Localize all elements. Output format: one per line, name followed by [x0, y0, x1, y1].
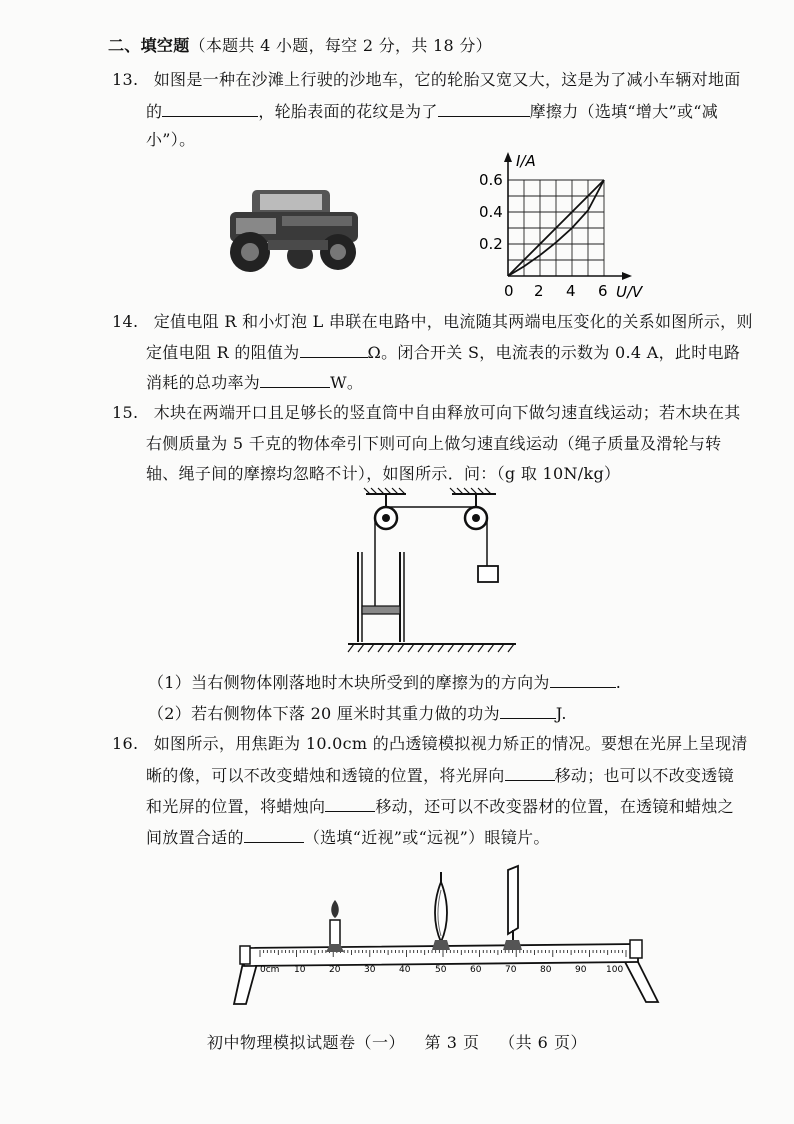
q16-line4: 间放置合适的 （选填“近视”或“远视”）眼镜片。: [146, 828, 550, 847]
q15-line2: 右侧质量为 5 千克的物体牵引下则可向上做匀速直线运动（绳子质量及滑轮与转: [146, 434, 722, 453]
y-axis-arrow: [504, 152, 512, 162]
x-tick-label: 2: [534, 282, 544, 300]
wood-block: [362, 606, 400, 614]
scale-label: 80: [540, 965, 552, 975]
q14-line2: 定值电阻 R 的阻值为 Ω。闭合开关 S，电流表的示数为 0.4 A，此时电路: [146, 343, 741, 362]
q15-sub1: （1）当右侧物体刚落地时木块所受到的摩擦为的方向为 .: [148, 673, 622, 692]
q16-line1: 16. 如图所示，用焦距为 10.0cm 的凸透镜模拟视力矫正的情况。要想在光屏上呈现清: [112, 734, 748, 753]
scale-label: 10: [294, 965, 306, 975]
section-header: [108, 36, 492, 56]
answer-blank[interactable]: [300, 342, 368, 358]
section-note: （本题共 4 小题，每空 2 分，共 18 分）: [189, 36, 492, 55]
footer-page: 第 3 页: [424, 1033, 480, 1052]
answer-blank[interactable]: [505, 765, 555, 781]
answer-blank[interactable]: [244, 827, 304, 843]
scale-label: 60: [470, 965, 482, 975]
y-tick-label: 0.2: [479, 235, 503, 253]
q13-line3: 小”）。: [146, 130, 196, 149]
page-footer: [0, 1030, 794, 1053]
answer-blank[interactable]: [325, 796, 375, 812]
x-axis-label: U/V: [616, 283, 643, 300]
x-tick-label: 0: [504, 282, 514, 300]
answer-blank[interactable]: [500, 703, 556, 719]
x-tick-label: 4: [566, 282, 576, 300]
x-tick-label: 6: [598, 282, 608, 300]
bench-scale-labels: [260, 965, 623, 975]
q16-number: 16.: [112, 734, 139, 753]
q15-line3: 轴、绳子间的摩擦均忽略不计），如图所示．问：（g 取 10N/kg）: [146, 464, 621, 483]
sand-car-image: [222, 182, 364, 280]
scale-label: 40: [399, 965, 411, 975]
q13-number: 13.: [112, 70, 139, 89]
section-title: 二、填空题: [108, 36, 190, 55]
scale-label: 100: [606, 965, 624, 975]
q15-sub2: （2）若右侧物体下落 20 厘米时其重力做的功为 J.: [148, 704, 567, 723]
convex-lens: [432, 872, 450, 950]
scale-label: 90: [575, 965, 587, 975]
scale-label: 70: [505, 965, 517, 975]
answer-blank[interactable]: [260, 372, 330, 388]
q14-line3: 消耗的总功率为 W。: [146, 373, 364, 392]
answer-blank[interactable]: [438, 101, 530, 117]
q14-line1: 14. 定值电阻 R 和小灯泡 L 串联在电路中，电流随其两端电压变化的关系如图所示，则: [112, 312, 753, 331]
q15-line1: 15. 木块在两端开口且足够长的竖直筒中自由释放可向下做匀速直线运动；若木块在其: [112, 403, 741, 422]
y-tick-label: 0.6: [479, 171, 503, 189]
y-axis-label: I/A: [516, 152, 536, 170]
q13-line1: 13. 如图是一种在沙滩上行驶的沙地车，它的轮胎又宽又大，这是为了减小车辆对地面: [112, 70, 741, 89]
y-tick-label: 0.4: [479, 203, 503, 221]
scale-label: 30: [364, 965, 376, 975]
x-axis-arrow: [622, 272, 632, 280]
q16-line2: 晰的像，可以不改变蜡烛和透镜的位置，将光屏向 移动；也可以不改变透镜: [146, 766, 734, 785]
footer-title: 初中物理模拟试题卷（一）: [207, 1033, 406, 1052]
optical-bench-diagram: [226, 862, 666, 1014]
scale-label: 0cm: [260, 965, 280, 975]
q13-line2: 的 ，轮胎表面的花纹是为了 摩擦力（选填“增大”或“减: [146, 102, 719, 121]
footer-total: （共 6 页）: [499, 1033, 587, 1052]
light-screen: [503, 866, 522, 950]
bench-leg: [624, 958, 658, 1002]
candle: [326, 900, 344, 952]
answer-blank[interactable]: [162, 101, 258, 117]
answer-blank[interactable]: [550, 672, 616, 688]
scale-label: 50: [435, 965, 447, 975]
pulley-diagram: [344, 486, 520, 662]
iu-graph: [476, 148, 646, 300]
hanging-mass: [478, 566, 498, 582]
q16-line3: 和光屏的位置，将蜡烛向 移动，还可以不改变器材的位置，在透镜和蜡烛之: [146, 797, 734, 816]
q15-number: 15.: [112, 403, 139, 422]
q14-number: 14.: [112, 312, 139, 331]
scale-label: 20: [329, 965, 341, 975]
